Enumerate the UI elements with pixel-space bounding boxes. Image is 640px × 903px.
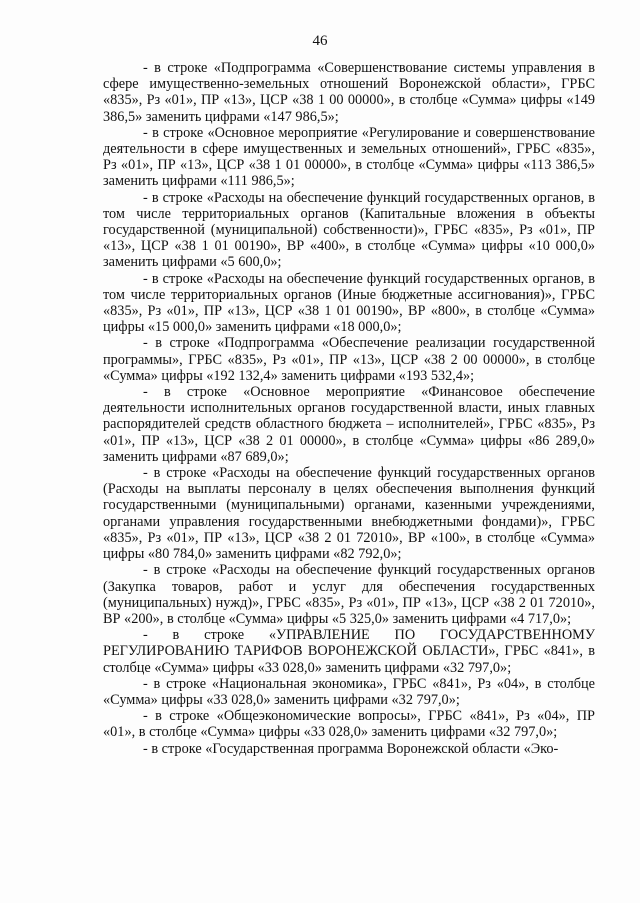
paragraph: - в строке «Государственная программа Воронежской области «Эко- [143,740,559,757]
paragraph: - в строке «Основное мероприятие «Регулирование и совершенствование деятельности в сфере имущественных и земельных отношений», ГРБС «835», Рз «01», ПР «13», ЦСР «38 1 01 00000», в столбце «Сумма» цифры «113 386,5» заменить цифрами «111 986,5»; [103,124,595,190]
paragraph: - в строке «Расходы на обеспечение функций государственных органов (Закупка товаров, работ и услуг для обеспечения государственных (муниципальных) нужд)», ГРБС «835», Рз «01», ПР «13», ЦСР «38 2 01 72010», ВР «200», в столбце «Сумма» цифры «5 325,0» заменить цифрами «4 717,0»; [103,562,595,627]
paragraph: - в строке «Общеэкономические вопросы», ГРБС «841», Рз «04», ПР «01», в столбце «Сумма» цифры «33 028,0» заменить цифрами «32 797,0»; [103,708,595,741]
paragraph: - в строке «Расходы на обеспечение функций государственных органов, в том числе территориальных органов (Иные бюджетные ассигнования)», ГРБС «835», Рз «01», ПР «13», ЦСР «38 1 01 00190», ВР «800», в столбце «Сумма» цифры «15 000,0» заменить цифрами «18 000,0»; [103,270,595,336]
paragraph: - в строке «Подпрограмма «Совершенствование системы управления в сфере имущественно-земельных отношений Воронежской области», ГРБС «835», Рз «01», ПР «13», ЦСР «38 1 00 00000», в столбце «Сумма» цифры «149 386,5» заменить цифрами «147 986,5»; [103,60,595,125]
paragraph: - в строке «Подпрограмма «Обеспечение реализации государственной программы», ГРБС «835», Рз «01», ПР «13», ЦСР «38 2 00 00000», в столбце «Сумма» цифры «192 132,4» заменить цифрами «193 532,4»; [103,335,595,384]
page-number: 46 [312,33,328,49]
paragraph: - в строке «Национальная экономика», ГРБС «841», Рз «04», в столбце «Сумма» цифры «33 028,0» заменить цифрами «32 797,0»; [103,675,595,708]
paragraph: - в строке «Основное мероприятие «Финансовое обеспечение деятельности исполнительных органов государственной власти, иных главных распорядителей средств областного бюджета – исполнителей», ГРБС «835», Рз «01», ПР «13», ЦСР «38 2 01 00000», в столбце «Сумма» цифры «86 289,0» заменить цифрами «87 689,0»; [103,384,595,465]
paragraph: - в строке «УПРАВЛЕНИЕ ПО ГОСУДАРСТВЕННОМУ РЕГУЛИРОВАНИЮ ТАРИФОВ ВОРОНЕЖСКОЙ ОБЛАСТИ», ГРБС «841», в столбце «Сумма» цифры «33 028,0» заменить цифрами «32 797,0»; [103,627,595,676]
paragraph: - в строке «Расходы на обеспечение функций государственных органов (Расходы на выплаты персоналу в целях обеспечения выполнения функций государственными (муниципальными) органами, казенными учреждениями, органами управления государственными внебюджетными фондами)», ГРБС «835», Рз «01», ПР «13», ЦСР «38 2 01 72010», ВР «100», в столбце «Сумма» цифры «80 784,0» заменить цифрами «82 792,0»; [103,465,595,563]
document-body [103,60,595,757]
paragraph: - в строке «Расходы на обеспечение функций государственных органов, в том числе территориальных органов (Капитальные вложения в объекты государственной (муниципальной) собственности)», ГРБС «835», Рз «01», ПР «13», ЦСР «38 1 01 00190», ВР «400», в столбце «Сумма» цифры «10 000,0» заменить цифрами «5 600,0»; [103,189,595,271]
